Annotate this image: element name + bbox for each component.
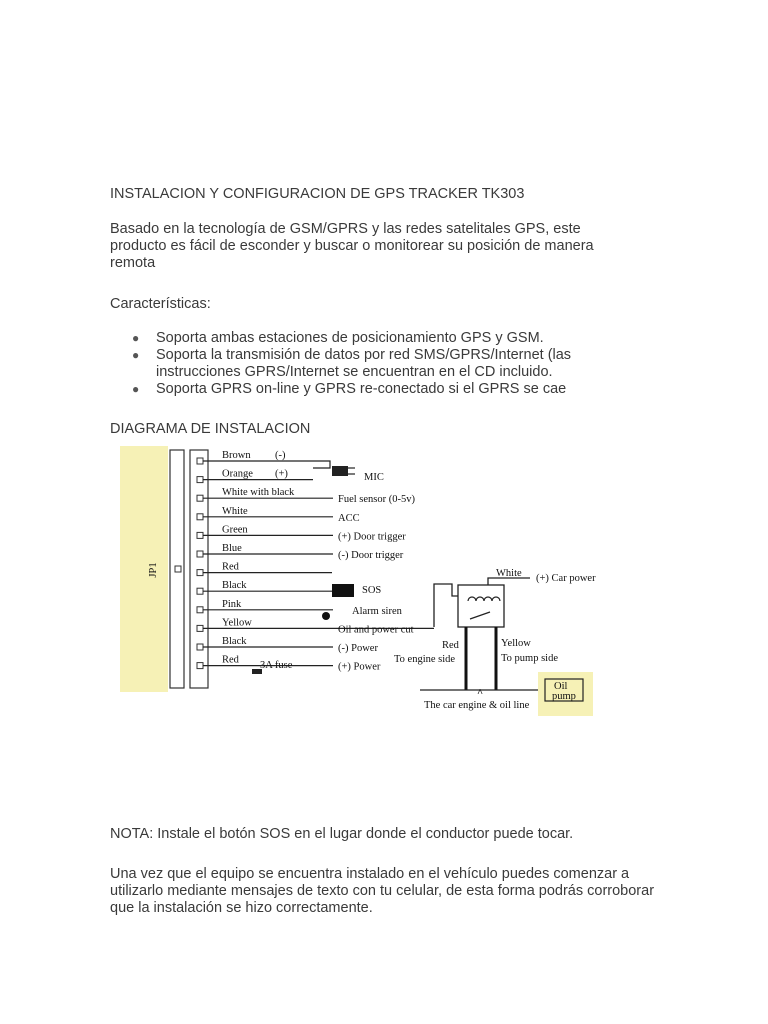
- pin-strip: [190, 450, 208, 688]
- wire-color-label: Red: [222, 561, 239, 573]
- wire-color-label: Brown: [222, 450, 251, 461]
- mic-wire-join: [313, 461, 330, 468]
- mic-plug: [332, 466, 348, 476]
- oil-pump-label: Oil: [554, 681, 568, 692]
- car-power-wire: [488, 578, 530, 585]
- fuse-label: 3A fuse: [260, 660, 293, 671]
- wire-color-label: Black: [222, 580, 247, 592]
- closing-paragraph: Una vez que el equipo se encuentra instalado en el vehículo puedes comenzar a utilizarlo mediante mensajes de texto con tu celular, de esta forma podrás corroborar que la instalación se hizo correctamente.: [110, 866, 655, 916]
- pin-terminal: [197, 514, 203, 520]
- pin-terminal: [197, 570, 203, 576]
- wire-color-label: White with black: [222, 487, 295, 499]
- relay-control-wire: [434, 584, 458, 627]
- wire-color-label: Orange: [222, 468, 253, 480]
- pin-terminal: [197, 588, 203, 594]
- oil-line-label: The car engine & oil line: [424, 700, 530, 711]
- wire-target-label: SOS: [362, 585, 382, 597]
- oil-pump-label: pump: [552, 691, 576, 702]
- installation-diagram: [118, 446, 618, 718]
- mic-label: MIC: [364, 472, 384, 483]
- features-heading: Características:: [110, 296, 211, 312]
- pin-terminal: [197, 477, 203, 483]
- connector-label: JP1: [148, 562, 159, 578]
- wire-target-label: (-) Door trigger: [338, 550, 404, 561]
- pin-terminal: [197, 495, 203, 501]
- wire-color-label: White: [222, 505, 248, 517]
- wire-color-label: Green: [222, 524, 248, 536]
- pin-terminal: [197, 532, 203, 538]
- wire-color-label: Black: [222, 636, 247, 647]
- wire-color-label: Blue: [222, 543, 242, 554]
- feature-item: ● Soporta la transmisión de datos por red SMS/GPRS/Internet (las instrucciones GPRS/Internet se encuentran en el CD incluido.: [110, 347, 630, 381]
- connector-block: [120, 446, 168, 692]
- siren-icon: [322, 612, 330, 620]
- relay-box: [458, 585, 504, 627]
- wire-target-label: (-) Power: [338, 643, 378, 654]
- to-engine-label: To engine side: [394, 654, 456, 665]
- pin-terminal: [197, 663, 203, 669]
- wire-color-label: Pink: [222, 598, 242, 610]
- document-title: INSTALACION Y CONFIGURACION DE GPS TRACKER TK303: [110, 186, 525, 202]
- relay-yellow-label: Yellow: [501, 638, 531, 649]
- to-pump-label: To pump side: [501, 653, 559, 664]
- wire-target-label: (+) Door trigger: [338, 531, 406, 543]
- pin-terminal: [197, 551, 203, 557]
- sos-button: [332, 584, 354, 597]
- relay-switch: [470, 612, 490, 619]
- diagram-heading: DIAGRAMA DE INSTALACION: [110, 421, 311, 437]
- connector-latch: [175, 566, 181, 572]
- feature-item: ● Soporta ambas estaciones de posicionamiento GPS y GSM.: [110, 330, 630, 347]
- pin-terminal: [197, 644, 203, 650]
- wire-polarity-label: (+): [275, 468, 288, 480]
- relay-red-label: Red: [442, 640, 459, 651]
- wire-color-label: Yellow: [222, 617, 252, 629]
- pin-terminal: [197, 458, 203, 464]
- note-paragraph: NOTA: Instale el botón SOS en el lugar donde el conductor puede tocar.: [110, 826, 574, 842]
- wire-target-label: ACC: [338, 512, 360, 524]
- wire-rows: [197, 450, 434, 673]
- pin-terminal: [197, 607, 203, 613]
- intro-paragraph: Basado en la tecnología de GSM/GPRS y las redes satelitales GPS, este producto es fácil de esconder y buscar o monitorear su posición de manera remota: [110, 221, 594, 271]
- wire-color-label: Red: [222, 654, 239, 666]
- relay-coil: [468, 597, 500, 601]
- relay-white-label: White: [496, 568, 522, 579]
- wire-target-label: Oil and power cut: [338, 624, 414, 636]
- car-power-label: (+) Car power: [536, 573, 596, 584]
- features-list: [110, 330, 630, 398]
- wire-target-label: Alarm siren: [352, 605, 402, 617]
- pin-terminal: [197, 625, 203, 631]
- junction-icon: ^: [476, 688, 484, 699]
- wire-polarity-label: (-): [275, 450, 286, 461]
- wire-target-label: (+) Power: [338, 661, 381, 673]
- wire-target-label: Fuel sensor (0-5v): [338, 494, 415, 506]
- feature-item: ● Soporta GPRS on-line y GPRS re-conectado si el GPRS se cae: [110, 381, 630, 398]
